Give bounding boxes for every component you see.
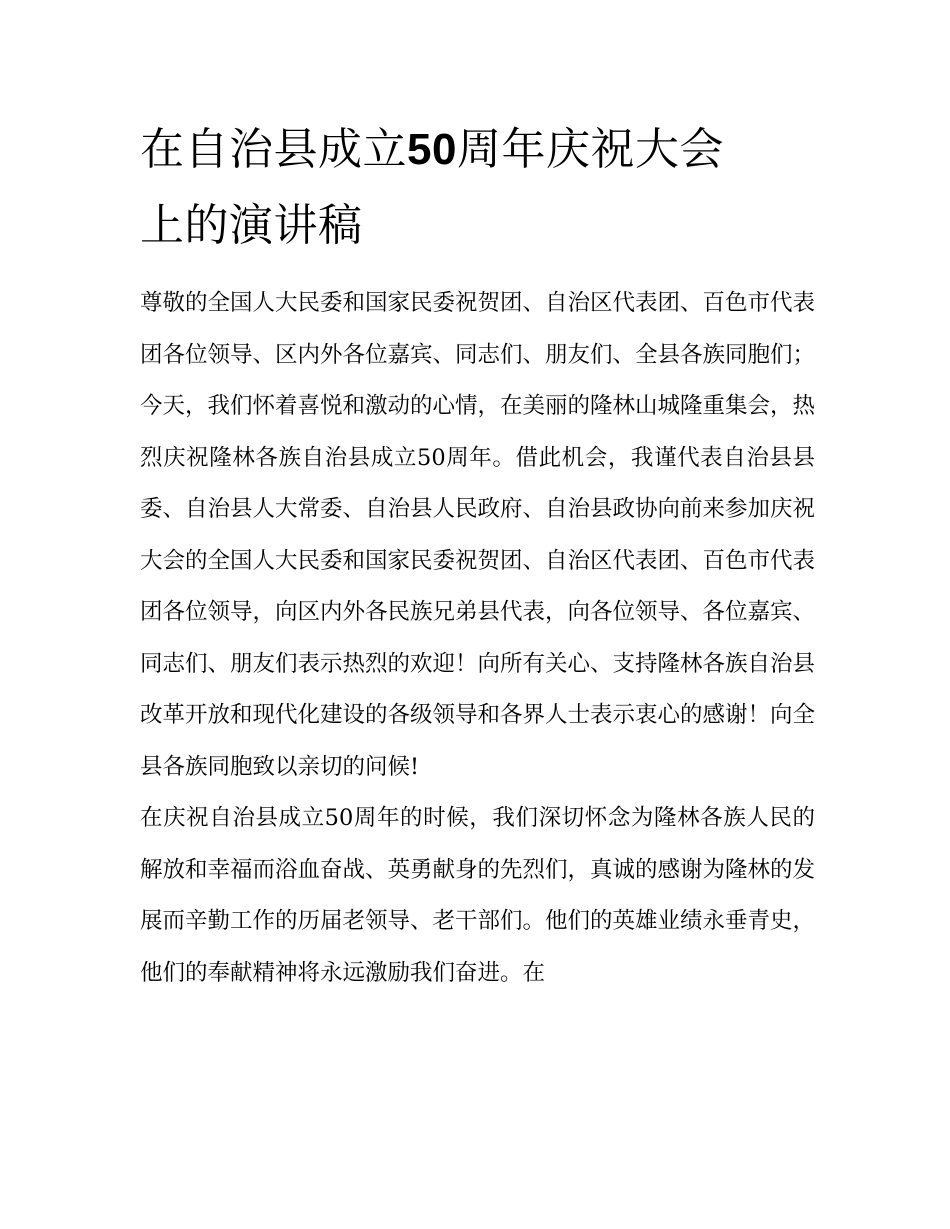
document-content bbox=[140, 112, 815, 999]
document-body bbox=[140, 278, 815, 999]
title-line-1 bbox=[140, 124, 724, 175]
title-line-1-before: 在自治县成立 bbox=[140, 124, 407, 175]
title-line-1-number: 50 bbox=[407, 125, 457, 174]
paragraph-welcome: 今天，我们怀着喜悦和激动的心情，在美丽的隆林山城隆重集会，热烈庆祝隆林各族自治县成立50周年。借此机会，我谨代表自治县县委、自治县人大常委、自治县人民政府、自治县政协向前来参加庆祝大会的全国人大民委和国家民委祝贺团、自治区代表团、百色市代表团各位领导，向区内外各民族兄弟县代表，向各位领导、各位嘉宾、同志们、朋友们表示热烈的欢迎！向所有关心、支持隆林各族自治县改革开放和现代化建设的各级领导和各界人士表示衷心的感谢！向全县各族同胞致以亲切的问候! bbox=[140, 393, 816, 780]
paragraph-salutation: 尊敬的全国人大民委和国家民委祝贺团、自治区代表团、百色市代表团各位领导、区内外各位嘉宾、同志们、朋友们、全县各族同胞们； bbox=[140, 290, 816, 368]
paragraph-remembrance: 在庆祝自治县成立50周年的时候，我们深切怀念为隆林各族人民的解放和幸福而浴血奋战、英勇献身的先烈们，真诚的感谢为隆林的发展而辛勤工作的历届老领导、老干部们。他们的英雄业绩永垂青史，他们的奉献精神将永远激励我们奋进。在 bbox=[140, 805, 816, 986]
page-title bbox=[140, 112, 815, 264]
title-line-2: 上的演讲稿 bbox=[140, 200, 363, 251]
title-line-1-after: 周年庆祝大会 bbox=[456, 124, 724, 175]
